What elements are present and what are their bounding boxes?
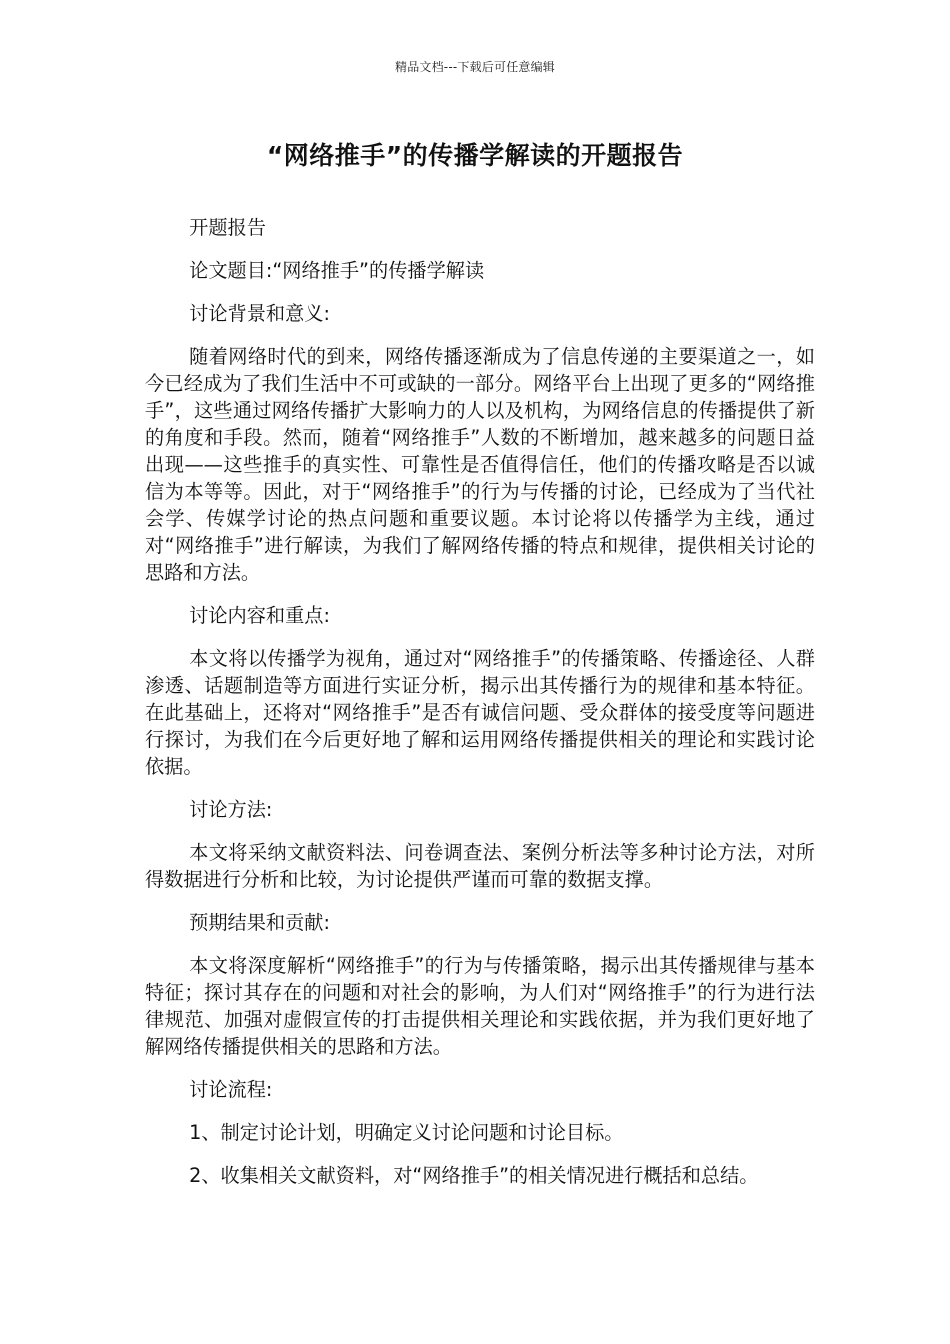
process-step-1: 1、制定讨论计划，明确定义讨论问题和讨论目标。 — [189, 1121, 624, 1144]
paragraph-method: 本文将采纳文献资料法、问卷调查法、案例分析法等多种讨论方法，对所得数据进行分析和比较，为讨论提供严谨而可靠的数据支撑。 — [145, 841, 815, 891]
section-heading-background: 讨论背景和意义: — [189, 302, 330, 325]
section-heading-content: 讨论内容和重点: — [189, 604, 330, 627]
paragraph-background: 随着网络时代的到来，网络传播逐渐成为了信息传递的主要渠道之一，如今已经成为了我们生活中不可或缺的一部分。网络平台上出现了更多的“网络推手”，这些通过网络传播扩大影响力的人以及机构，为网络信息的传播提供了新的角度和手段。然而，随着“网络推手”人数的不断增加，越来越多的问题日益出现——这些推手的真实性、可靠性是否值得信任，他们的传播攻略是否以诚信为本等等。因此，对于“网络推手”的行为与传播的讨论，已经成为了当代社会学、传媒学讨论的热点问题和重要议题。本讨论将以传播学为主线，通过对“网络推手”进行解读，为我们了解网络传播的特点和规律，提供相关讨论的思路和方法。 — [145, 345, 815, 584]
section-label-report: 开题报告 — [189, 216, 266, 239]
header-note: 精品文档---下载后可任意编辑 — [395, 60, 555, 74]
section-heading-expected-results: 预期结果和贡献: — [189, 911, 330, 934]
document-title: “网络推手”的传播学解读的开题报告 — [266, 141, 684, 170]
process-step-2: 2、收集相关文献资料，对“网络推手”的相关情况进行概括和总结。 — [189, 1164, 759, 1187]
thesis-title-line: 论文题目:“网络推手”的传播学解读 — [189, 259, 485, 282]
paragraph-content: 本文将以传播学为视角，通过对“网络推手”的传播策略、传播途径、人群渗透、话题制造等方面进行实证分析，揭示出其传播行为的规律和基本特征。在此基础上，还将对“网络推手”是否有诚信问题、受众群体的接受度等问题进行探讨，为我们在今后更好地了解和运用网络传播提供相关的理论和实践讨论依据。 — [145, 647, 815, 778]
section-heading-process: 讨论流程: — [189, 1078, 273, 1101]
paragraph-expected-results: 本文将深度解析“网络推手”的行为与传播策略，揭示出其传播规律与基本特征；探讨其存在的问题和对社会的影响，为人们对“网络推手”的行为进行法律规范、加强对虚假宣传的打击提供相关理论和实践依据，并为我们更好地了解网络传播提供相关的思路和方法。 — [145, 954, 815, 1058]
document-body — [145, 214, 815, 1205]
section-heading-method: 讨论方法: — [189, 798, 273, 821]
